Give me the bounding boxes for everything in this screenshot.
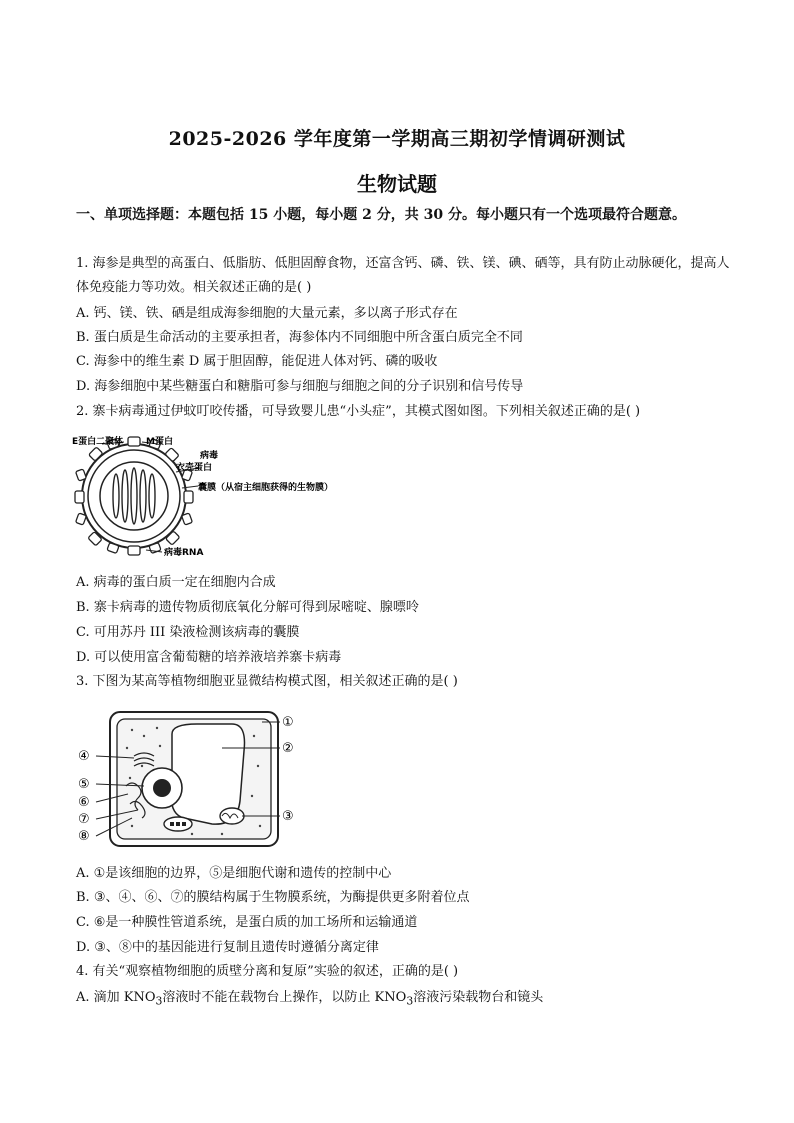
question-2-option-b: B. 寨卡病毒的遗传物质彻底氧化分解可得到尿嘧啶、腺嘌呤 <box>76 600 419 615</box>
question-1-option-d: D. 海参细胞中某些糖蛋白和糖脂可参与细胞与细胞之间的分子识别和信号传导 <box>76 379 524 394</box>
question-3-option-b: B. ③、④、⑥、⑦的膜结构属于生物膜系统，为酶提供更多附着位点 <box>76 890 470 905</box>
label-coat-protein: 衣壳蛋白 <box>176 463 213 473</box>
marker-7: ⑦ <box>78 812 90 827</box>
nucleolus <box>153 779 171 797</box>
section-heading: 一、单项选择题：本题包括 15 小题，每小题 2 分，共 30 分。每小题只有一个选项最符合题意。 <box>76 207 686 223</box>
label-m-protein: M蛋白 <box>146 437 173 447</box>
label-e-protein: E蛋白二聚体 <box>72 437 124 447</box>
question-1-option-a: A. 钙、镁、铁、硒是组成海参细胞的大量元素，多以离子形式存在 <box>76 306 458 321</box>
virus-capsid <box>100 462 168 530</box>
question-2-option-c: C. 可用苏丹 III 染液检测该病毒的囊膜 <box>76 625 300 640</box>
question-2-stem: 2. 寨卡病毒通过伊蚊叮咬传播，可导致婴儿患“小头症”，其模式图如图。下列相关叙述正确的是( ) <box>76 404 641 419</box>
marker-6: ⑥ <box>78 795 90 810</box>
label-viral-rna: 病毒RNA <box>164 548 204 558</box>
plant-cell-diagram <box>72 706 308 850</box>
virus-rna <box>113 468 155 524</box>
question-3-option-c: C. ⑥是一种膜性管道系统，是蛋白质的加工场所和运输通道 <box>76 915 418 930</box>
exam-subtitle: 生物试题 <box>357 172 437 196</box>
question-3-stem: 3. 下图为某高等植物细胞亚显微结构模式图，相关叙述正确的是( ) <box>76 674 458 689</box>
question-2-option-a: A. 病毒的蛋白质一定在细胞内合成 <box>76 575 276 590</box>
mitochondrion <box>220 808 244 824</box>
question-2-option-d: D. 可以使用富含葡萄糖的培养液培养寨卡病毒 <box>76 650 342 665</box>
e-protein-dimers <box>75 437 193 555</box>
question-3-option-d: D. ③、⑧中的基因能进行复制且遗传时遵循分离定律 <box>76 940 379 955</box>
marker-8: ⑧ <box>78 829 90 844</box>
exam-title: 2025-2026 学年度第一学期高三期初学情调研测试 <box>168 128 626 150</box>
question-4-stem: 4. 有关“观察植物细胞的质壁分离和复原”实验的叙述，正确的是( ) <box>76 964 459 979</box>
question-1-option-c: C. 海参中的维生素 D 属于胆固醇，能促进人体对钙、磷的吸收 <box>76 354 438 369</box>
question-3-option-a: A. ①是该细胞的边界，⑤是细胞代谢和遗传的控制中心 <box>76 866 392 881</box>
marker-2: ② <box>282 741 294 756</box>
marker-1: ① <box>282 715 294 730</box>
marker-4: ④ <box>78 749 90 764</box>
virus-inner-membrane <box>88 450 180 542</box>
label-envelope: 囊膜（从宿主细胞获得的生物膜） <box>198 483 334 493</box>
label-virus: 病毒 <box>200 451 219 461</box>
zika-virus-diagram <box>72 432 362 560</box>
question-4-option-a: A. 滴加 $KNO_3$溶液时不能在载物台上操作，以防止 $KNO_3$溶液污染载物台和镜头 <box>76 990 544 1008</box>
marker-3: ③ <box>282 809 294 824</box>
question-1-stem: 1. 海参是典型的高蛋白、低脂肪、低胆固醇食物，还富含钙、磷、铁、镁、碘、硒等，具有防止动脉硬化，提高人体免疫能力等功效。相关叙述正确的是( ) <box>76 256 730 295</box>
marker-5: ⑤ <box>78 777 90 792</box>
question-1-option-b: B. 蛋白质是生命活动的主要承担者，海参体内不同细胞中所含蛋白质完全不同 <box>76 330 523 345</box>
